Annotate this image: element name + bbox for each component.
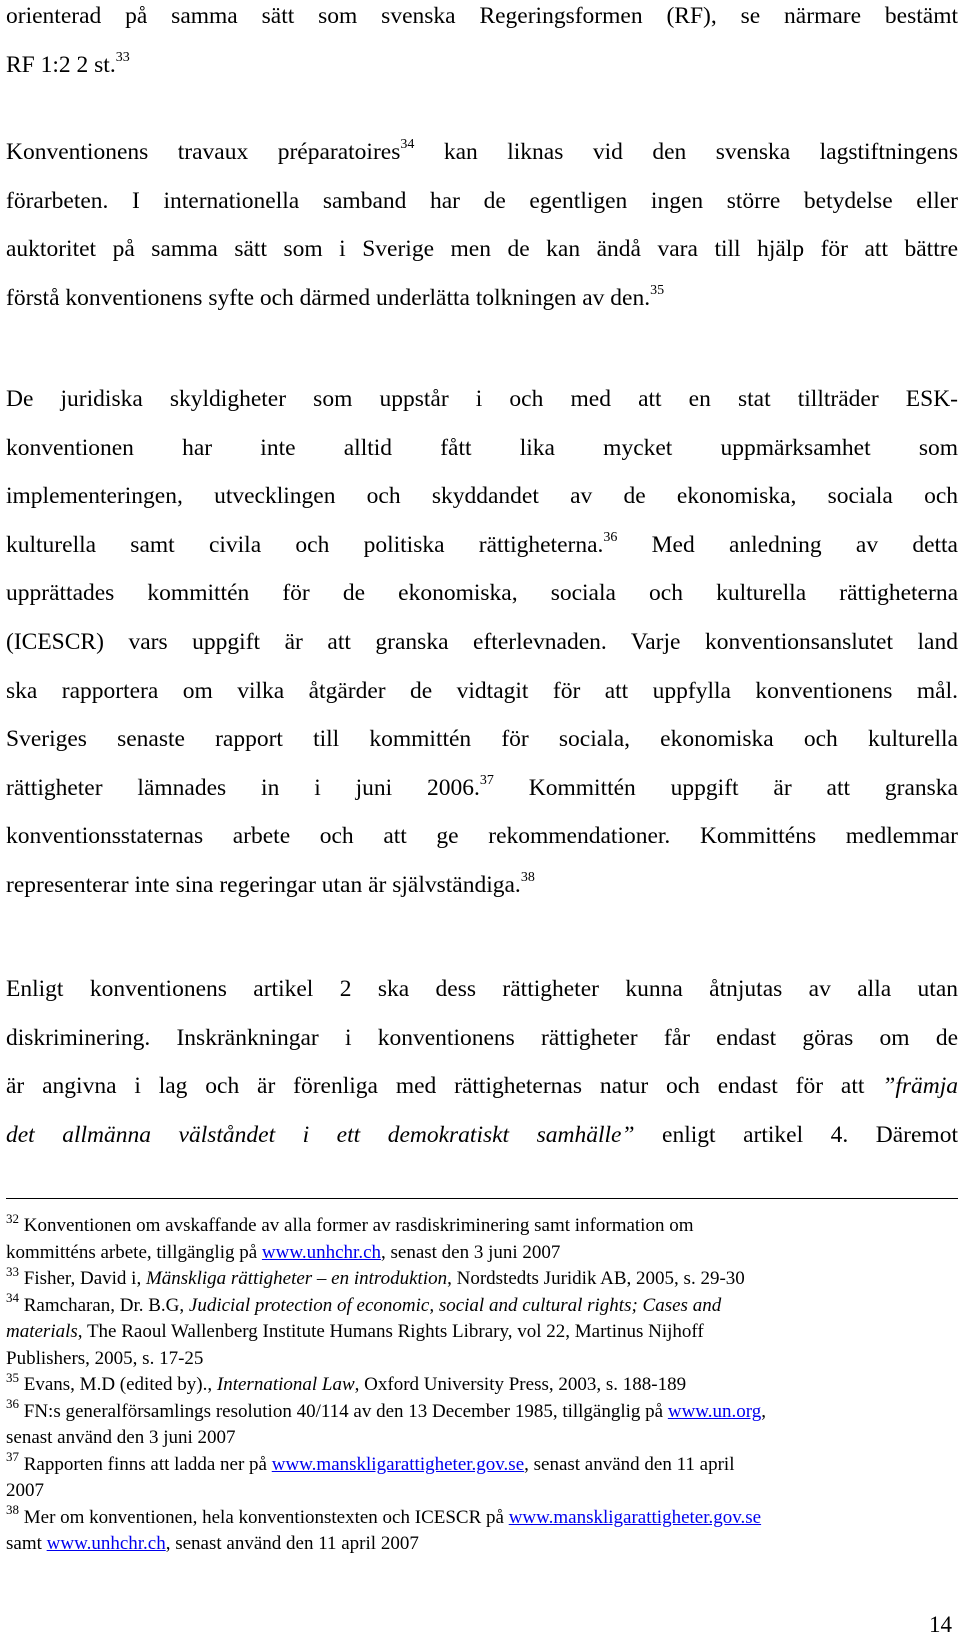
footnote-text: Mer om konventionen, hela konventionstexten och ICESCR på [19, 1506, 509, 1528]
footnote-text: , senast använd den 11 april 2007 [165, 1533, 419, 1554]
emphasized-text: ”främja [882, 1073, 958, 1100]
text-line: upprättades kommittén för de ekonomiska, sociala och kulturella rättigheterna [6, 580, 958, 607]
text-line: rättigheter lämnades in i juni 2006. [6, 774, 480, 801]
footnote-ref[interactable]: 37 [479, 772, 494, 788]
text-line: förarbeten. I internationella samband har de egentligen ingen större betydelse eller [6, 187, 958, 214]
footnote-text: , senast använd den 11 april [524, 1453, 735, 1475]
paragraph-3 [6, 375, 958, 910]
footnote-33 [6, 1263, 958, 1293]
footnote-text: , Oxford University Press, 2003, s. 188-189 [354, 1374, 687, 1395]
book-title: Judicial protection of economic, social and cultural rights; Cases and [188, 1294, 722, 1316]
footnote-number: 37 [6, 1449, 19, 1465]
text-line: Sveriges senaste rapport till kommittén för sociala, ekonomiska och kulturella [6, 726, 958, 753]
footnote-text: 2007 [6, 1480, 44, 1501]
footnote-separator [6, 1198, 958, 1199]
text-line: kan liknas vid den svenska lagstiftningens [414, 139, 958, 165]
footnote-37 [6, 1449, 958, 1505]
text-line: konventionsstaternas arbete och att ge rekommendationer. Kommitténs medlemmar [6, 823, 958, 850]
footnote-text: Fisher, David i, [19, 1268, 146, 1289]
footnote-32 [6, 1210, 958, 1266]
footnote-text: Rapporten finns att ladda ner på [19, 1453, 272, 1475]
footnote-text: senast använd den 3 juni 2007 [6, 1427, 236, 1448]
footnote-text: kommitténs arbete, tillgänglig på [6, 1241, 262, 1263]
footnote-text: , Nordstedts Juridik AB, 2005, s. 29-30 [447, 1268, 745, 1289]
page-number: 14 [929, 1612, 952, 1637]
emphasized-text: det allmänna välståndet i ett demokratiskt samhälle” [6, 1121, 635, 1148]
footnote-number: 36 [6, 1396, 19, 1412]
footnote-35 [6, 1369, 958, 1399]
footnote-ref[interactable]: 36 [603, 529, 618, 545]
text-line: konventionen har inte alltid fått lika mycket uppmärksamhet som [6, 434, 958, 461]
paragraph-1 [6, 0, 958, 89]
book-title: International Law [216, 1374, 355, 1395]
footnote-number: 33 [6, 1263, 19, 1279]
text-line: är angivna i lag och är förenliga med rättigheternas natur och endast för att [6, 1073, 883, 1100]
footnote-ref[interactable]: 33 [115, 49, 130, 65]
paragraph-4 [6, 965, 958, 1159]
footnote-text: samt [6, 1533, 47, 1554]
text-line: RF 1:2 2 st. [6, 51, 116, 78]
footnote-text: Evans, M.D (edited by)., [19, 1374, 217, 1395]
text-line: diskriminering. Inskränkningar i konventionens rättigheter får endast göras om de [6, 1024, 958, 1051]
footnote-number: 35 [6, 1369, 19, 1385]
footnote-36 [6, 1396, 958, 1452]
text-line: (ICESCR) vars uppgift är att granska efterlevnaden. Varje konventionsanslutet land [6, 628, 958, 655]
footnote-number: 34 [6, 1290, 19, 1306]
footnote-text: , senast den 3 juni 2007 [381, 1241, 561, 1263]
footnote-34 [6, 1290, 958, 1373]
unhchr-link[interactable]: www.unhchr.ch [261, 1241, 381, 1263]
footnotes [6, 1210, 958, 1558]
paragraph-2 [6, 128, 958, 322]
unhchr-link[interactable]: www.unhchr.ch [46, 1533, 166, 1554]
footnote-ref[interactable]: 34 [400, 137, 415, 153]
manskligarattigheter-link[interactable]: www.manskligarattigheter.gov.se [271, 1453, 525, 1475]
text-line: Enligt konventionens artikel 2 ska dess rättigheter kunna åtnjutas av alla utan [6, 976, 958, 1002]
footnote-text: Konventionen om avskaffande av alla former av rasdiskriminering samt information om [19, 1215, 694, 1236]
text-line: Konventionens travaux préparatoires [6, 139, 401, 165]
footnote-text: Publishers, 2005, s. 17-25 [6, 1347, 204, 1369]
text-line: auktoritet på samma sätt som i Sverige men de kan ändå vara till hjälp för att bättre [6, 236, 958, 263]
un-org-link[interactable]: www.un.org [667, 1400, 762, 1422]
footnote-number: 32 [6, 1210, 19, 1226]
text-line: ska rapportera om vilka åtgärder de vidtagit för att uppfylla konventionens mål. [6, 677, 958, 704]
text-line: implementeringen, utvecklingen och skyddandet av de ekonomiska, sociala och [6, 483, 958, 510]
footnote-ref[interactable]: 38 [520, 870, 535, 886]
footnote-text: , The Raoul Wallenberg Institute Humans Rights Library, vol 22, Martinus Nijhoff [77, 1321, 704, 1342]
text-line: representerar inte sina regeringar utan är självständiga. [6, 871, 521, 898]
book-title: materials [6, 1321, 78, 1342]
text-line: enligt artikel 4. Däremot [634, 1121, 958, 1148]
text-line: Med anledning av detta [617, 531, 958, 558]
text-line: Kommittén uppgift är att granska [493, 774, 958, 801]
text-line: De juridiska skyldigheter som uppstår i och med att en stat tillträder ESK- [6, 386, 958, 412]
manskligarattigheter-link[interactable]: www.manskligarattigheter.gov.se [508, 1506, 762, 1528]
text-line: förstå konventionens syfte och därmed underlätta tolkningen av den. [6, 284, 651, 311]
footnote-text: , [761, 1400, 767, 1422]
footnote-38 [6, 1502, 958, 1558]
footnote-ref[interactable]: 35 [650, 282, 665, 298]
footnote-text: Ramcharan, Dr. B.G, [19, 1294, 189, 1316]
footnote-number: 38 [6, 1502, 19, 1518]
text-line: orienterad på samma sätt som svenska Regeringsformen (RF), se närmare bestämt [6, 3, 958, 29]
book-title: Mänskliga rättigheter – en introduktion [145, 1268, 448, 1289]
footnote-text: FN:s generalförsamlings resolution 40/114 av den 13 December 1985, tillgänglig på [19, 1400, 668, 1422]
text-line: kulturella samt civila och politiska rättigheterna. [6, 531, 604, 558]
